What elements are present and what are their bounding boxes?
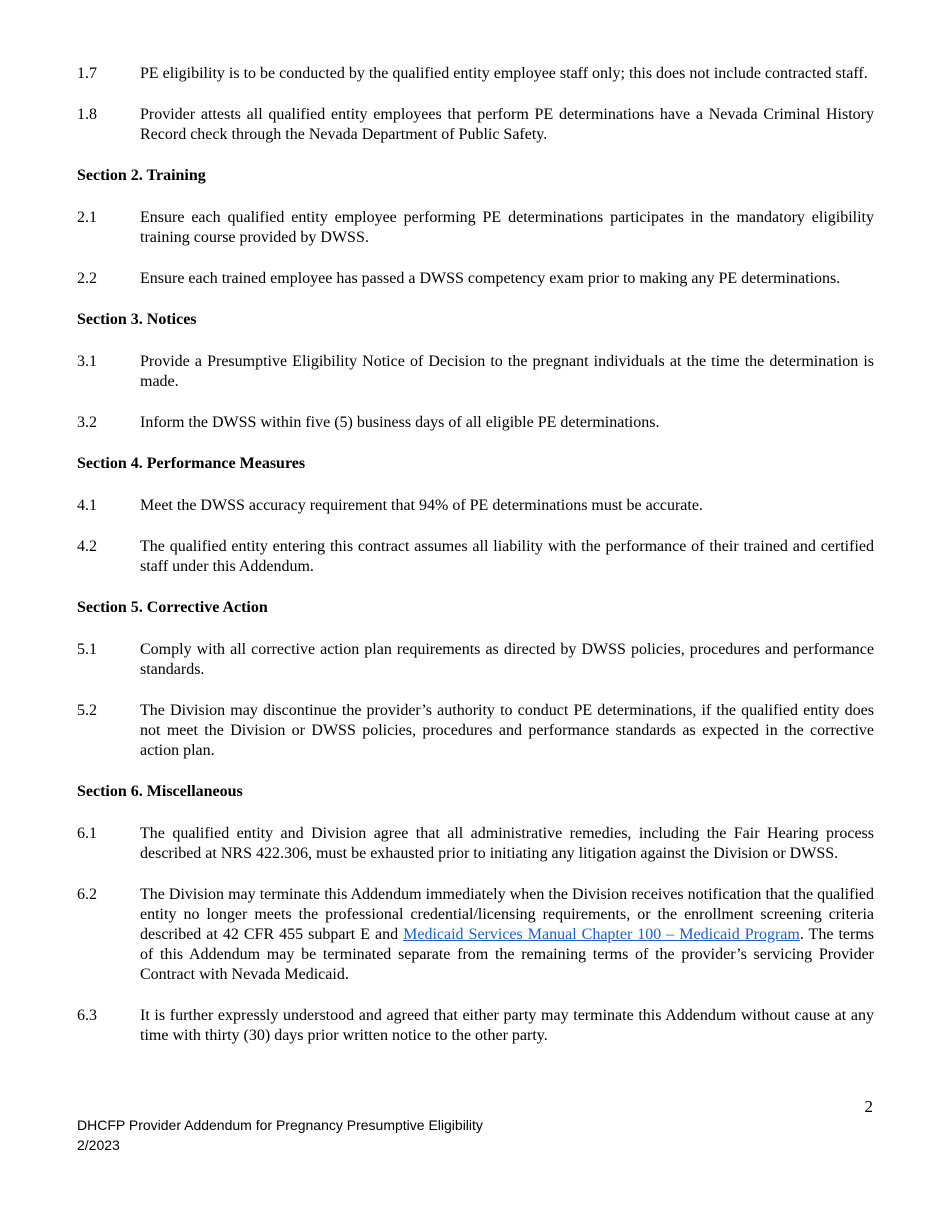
clause-text: Provide a Presumptive Eligibility Notice of Decision to the pregnant individuals at the time the determination is made. bbox=[140, 353, 874, 390]
clause-text: Inform the DWSS within five (5) business days of all eligible PE determinations. bbox=[140, 414, 660, 431]
clause-5-2 bbox=[77, 701, 874, 761]
clause-text: Provider attests all qualified entity employees that perform PE determinations have a Nevada Criminal History Record check through the Nevada Department of Public Safety. bbox=[140, 106, 874, 143]
clause-text-before-link: The Division may terminate this Addendum immediately when the Division receives notification that the qualified entity no longer meets the professional credential/licensing requirements, or the enrollment screening criteria described at 42 CFR 455 subpart E and bbox=[140, 886, 874, 943]
clause-number: 4.2 bbox=[77, 538, 97, 555]
section-4-title: Section 4. Performance Measures bbox=[77, 455, 306, 472]
medicaid-services-manual-link[interactable]: Medicaid Services Manual Chapter 100 – Medicaid Program bbox=[403, 926, 800, 943]
clause-text-after-link: . The terms of this Addendum may be terminated separate from the remaining terms of the provider’s servicing Provider Contract with Nevada Medicaid. bbox=[140, 926, 874, 983]
clause-3-2 bbox=[77, 413, 874, 433]
clause-number: 6.2 bbox=[77, 886, 97, 903]
footer bbox=[77, 1115, 483, 1155]
clause-number: 1.8 bbox=[77, 106, 97, 123]
clause-text: PE eligibility is to be conducted by the qualified entity employee staff only; this does not include contracted staff. bbox=[140, 65, 868, 82]
section-3-title: Section 3. Notices bbox=[77, 311, 197, 328]
clause-number: 2.1 bbox=[77, 209, 97, 226]
clause-number: 1.7 bbox=[77, 65, 97, 82]
clause-text: The Division may discontinue the provider’s authority to conduct PE determinations, if the qualified entity does not meet the Division or DWSS policies, procedures and performance standards as expected in the corrective action plan. bbox=[140, 702, 874, 759]
clause-1-7 bbox=[77, 64, 874, 84]
section-5-title: Section 5. Corrective Action bbox=[77, 599, 268, 616]
clause-number: 5.1 bbox=[77, 641, 97, 658]
clause-number: 3.1 bbox=[77, 353, 97, 370]
footer-title: DHCFP Provider Addendum for Pregnancy Presumptive Eligibility bbox=[77, 1117, 483, 1133]
clause-3-1 bbox=[77, 352, 874, 392]
clause-6-3 bbox=[77, 1006, 874, 1046]
page-number: 2 bbox=[864, 1097, 873, 1116]
clause-5-1 bbox=[77, 640, 874, 680]
clause-text: Meet the DWSS accuracy requirement that 94% of PE determinations must be accurate. bbox=[140, 497, 703, 514]
clause-text bbox=[140, 885, 874, 985]
clause-number: 5.2 bbox=[77, 702, 97, 719]
clause-text: Ensure each qualified entity employee performing PE determinations participates in the mandatory eligibility training course provided by DWSS. bbox=[140, 209, 874, 246]
clause-1-8 bbox=[77, 105, 874, 145]
clause-2-1 bbox=[77, 208, 874, 248]
clause-6-1 bbox=[77, 824, 874, 864]
clause-text: Comply with all corrective action plan requirements as directed by DWSS policies, procedures and performance standards. bbox=[140, 641, 874, 678]
clause-number: 4.1 bbox=[77, 497, 97, 514]
section-6-title: Section 6. Miscellaneous bbox=[77, 783, 243, 800]
clause-text: Ensure each trained employee has passed a DWSS competency exam prior to making any PE determinations. bbox=[140, 270, 841, 287]
clause-number: 2.2 bbox=[77, 270, 97, 287]
clause-4-1 bbox=[77, 496, 874, 516]
clause-4-2 bbox=[77, 537, 874, 577]
clause-number: 6.1 bbox=[77, 825, 97, 842]
clause-text: It is further expressly understood and agreed that either party may terminate this Addendum without cause at any time with thirty (30) days prior written notice to the other party. bbox=[140, 1007, 874, 1044]
clause-number: 3.2 bbox=[77, 414, 97, 431]
clause-2-2 bbox=[77, 269, 874, 289]
clause-text: The qualified entity and Division agree that all administrative remedies, including the Fair Hearing process described at NRS 422.306, must be exhausted prior to initiating any litigation against the Division or DWSS. bbox=[140, 825, 874, 862]
clause-text: The qualified entity entering this contract assumes all liability with the performance of their trained and certified staff under this Addendum. bbox=[140, 538, 874, 575]
document-body bbox=[77, 64, 874, 1067]
section-2-title: Section 2. Training bbox=[77, 167, 206, 184]
clause-number: 6.3 bbox=[77, 1007, 97, 1024]
footer-date: 2/2023 bbox=[77, 1137, 120, 1153]
clause-6-2 bbox=[77, 885, 874, 985]
